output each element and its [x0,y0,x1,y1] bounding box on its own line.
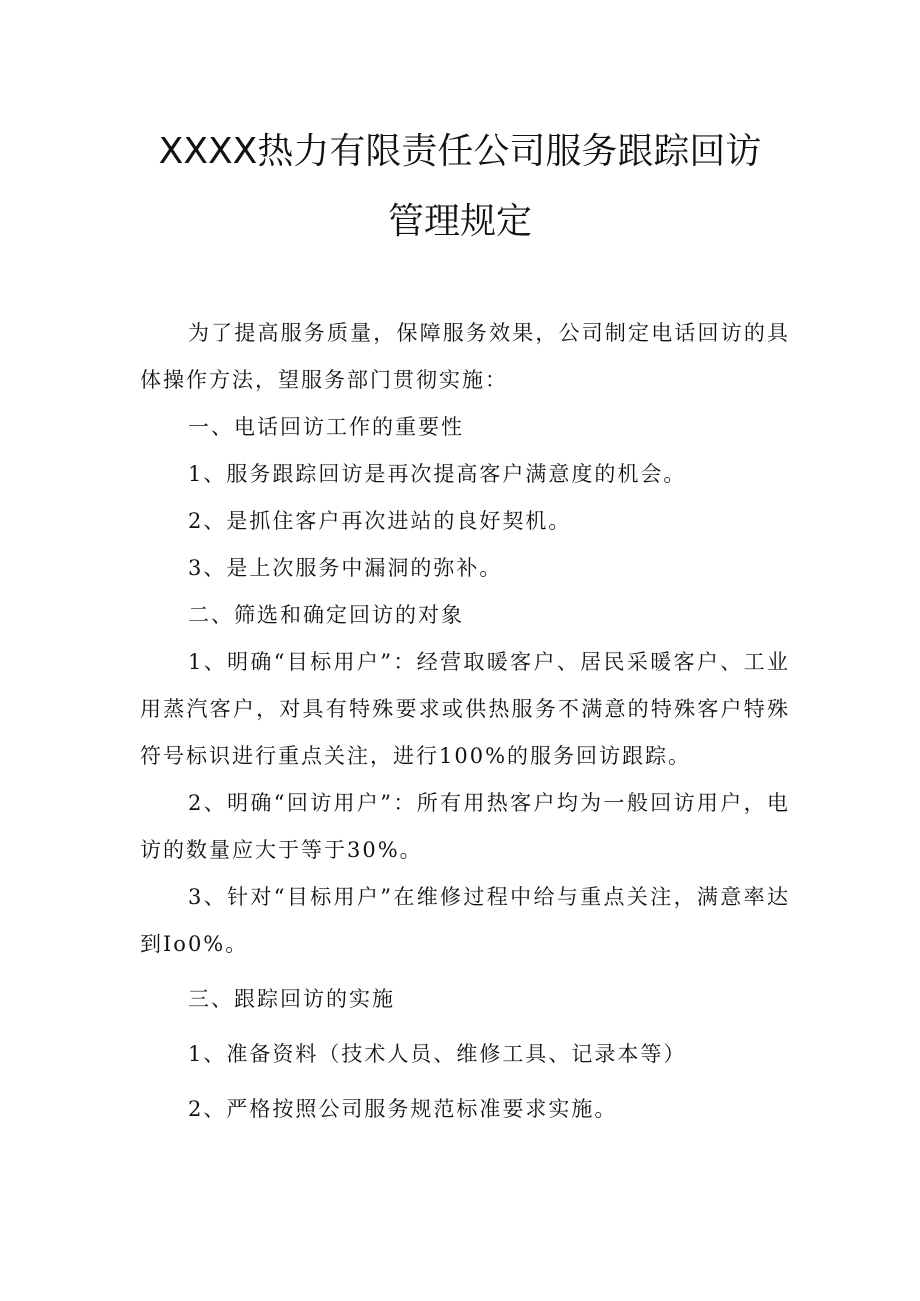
document-body [140,310,790,1133]
document-title-line-2: 管理规定 [387,201,532,242]
list-item: 3、是上次服务中漏洞的弥补。 [188,556,503,580]
list-item: 2、严格按照公司服务规范标准要求实施。 [188,1097,618,1121]
section-heading-2: 二、筛选和确定回访的对象 [188,603,464,627]
intro-paragraph: 为了提高服务质量，保障服务效果，公司制定电话回访的具体操作方法，望服务部门贯彻实施： [140,321,790,392]
section-heading-3: 三、跟踪回访的实施 [188,987,395,1011]
list-item: 2、是抓住客户再次进站的良好契机。 [188,509,572,533]
list-item: 1、明确“目标用户”：经营取暖客户、居民采暖客户、工业用蒸汽客户，对具有特殊要求或供热服务不满意的特殊客户特殊符号标识进行重点关注，进行100%的服务回访跟踪。 [140,650,790,768]
list-item: 2、明确“回访用户”：所有用热客户均为一般回访用户，电访的数量应大于等于30%。 [140,791,790,862]
document-title-line-1: XXXX热力有限责任公司服务跟踪回访 [158,131,762,172]
section-heading-1: 一、电话回访工作的重要性 [188,415,464,439]
list-item: 3、针对“目标用户”在维修过程中给与重点关注，满意率达到Io0%。 [140,885,790,956]
list-item: 1、服务跟踪回访是再次提高客户满意度的机会。 [188,462,687,486]
list-item: 1、准备资料（技术人员、维修工具、记录本等） [188,1042,687,1066]
